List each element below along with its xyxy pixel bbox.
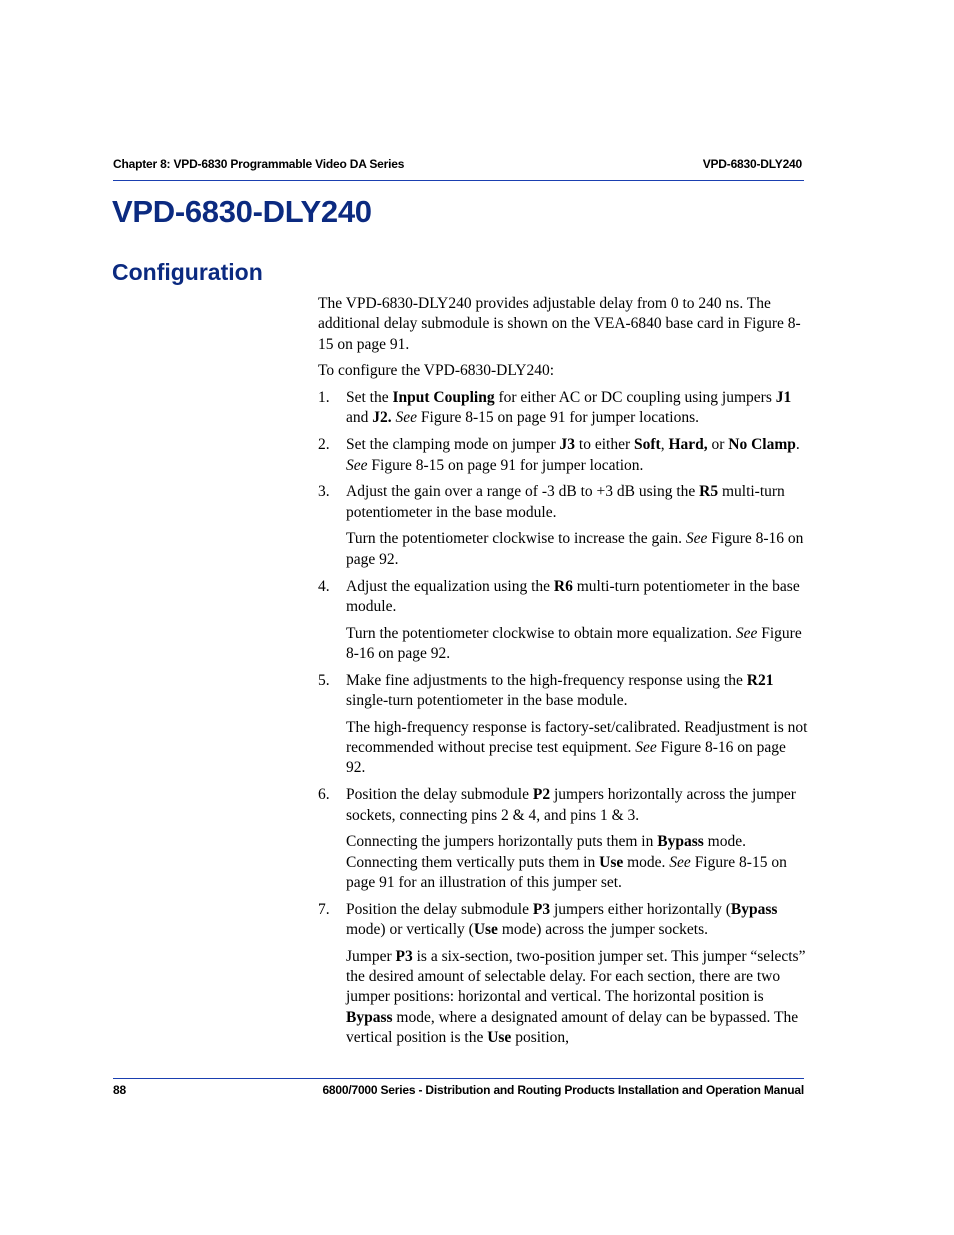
header-rule: [113, 180, 804, 181]
step-text: Make fine adjustments to the high-frequency response using the R21 single-turn potentiometer in the base module.: [346, 671, 774, 710]
body-text: [318, 294, 808, 1055]
step-number: 4.: [318, 577, 330, 595]
step-number: 2.: [318, 436, 330, 454]
step-4: [318, 577, 808, 665]
step-number: 5.: [318, 671, 330, 689]
step-note: Connecting the jumpers horizontally puts them in Bypass mode. Connecting them vertically puts them in Use mode. See Figure 8-15 on page 91 for an illustration of this jumper set.: [346, 833, 787, 891]
running-footer-manual: 6800/7000 Series - Distribution and Routing Products Installation and Operation Manual: [322, 1083, 804, 1097]
page-number: 88: [113, 1083, 126, 1097]
step-5: [318, 671, 808, 779]
step-text: Set the Input Coupling for either AC or DC coupling using jumpers J1 and J2. See Figure 8-15 on page 91 for jumper locations.: [346, 389, 792, 427]
step-6: [318, 785, 808, 893]
step-number: 1.: [318, 389, 330, 407]
step-7: [318, 900, 808, 1049]
step-2: [318, 435, 808, 476]
step-note: Jumper P3 is a six-section, two-position jumper set. This jumper “selects” the desired amount of selectable delay. For each section, there are two jumper positions: horizontal and vertical. The horizontal position is Bypass mode, where a designated amount of delay can be bypassed. The vertical position is the Use position,: [346, 947, 806, 1046]
step-3: [318, 482, 808, 570]
page-title: VPD-6830-DLY240: [112, 194, 372, 229]
step-text: Adjust the gain over a range of -3 dB to +3 dB using the R5 multi-turn potentiometer in the base module.: [346, 483, 785, 521]
intro-paragraph: The VPD-6830-DLY240 provides adjustable delay from 0 to 240 ns. The additional delay submodule is shown on the VEA-6840 base card in Figure 8-15 on page 91.: [318, 295, 801, 353]
section-heading: Configuration: [112, 259, 263, 285]
step-number: 3.: [318, 483, 330, 501]
step-text: Set the clamping mode on jumper J3 to either Soft, Hard, or No Clamp. See Figure 8-15 on page 91 for jumper location.: [346, 436, 800, 474]
step-note: The high-frequency response is factory-set/calibrated. Readjustment is not recommended without precise test equipment. See Figure 8-16 on page 92.: [346, 718, 808, 777]
step-text: Adjust the equalization using the R6 multi-turn potentiometer in the base module.: [346, 577, 800, 615]
footer-rule: [113, 1078, 804, 1079]
step-number: 6.: [318, 786, 330, 804]
intro-lead-in: To configure the VPD-6830-DLY240:: [318, 362, 554, 380]
step-note: Turn the potentiometer clockwise to obtain more equalization. See Figure 8-16 on page 92.: [346, 624, 802, 662]
step-note: Turn the potentiometer clockwise to increase the gain. See Figure 8-16 on page 92.: [346, 530, 804, 568]
step-text: Position the delay submodule P3 jumpers either horizontally (Bypass mode) or vertically (Use mode) across the jumper sockets.: [346, 900, 778, 939]
step-number: 7.: [318, 900, 330, 918]
step-text: Position the delay submodule P2 jumpers horizontally across the jumper sockets, connecting pins 2 & 4, and pins 1 & 3.: [346, 786, 796, 824]
step-1: [318, 388, 808, 429]
running-header-chapter: Chapter 8: VPD-6830 Programmable Video DA Series: [113, 157, 405, 171]
running-header-section: VPD-6830-DLY240: [702, 157, 802, 171]
